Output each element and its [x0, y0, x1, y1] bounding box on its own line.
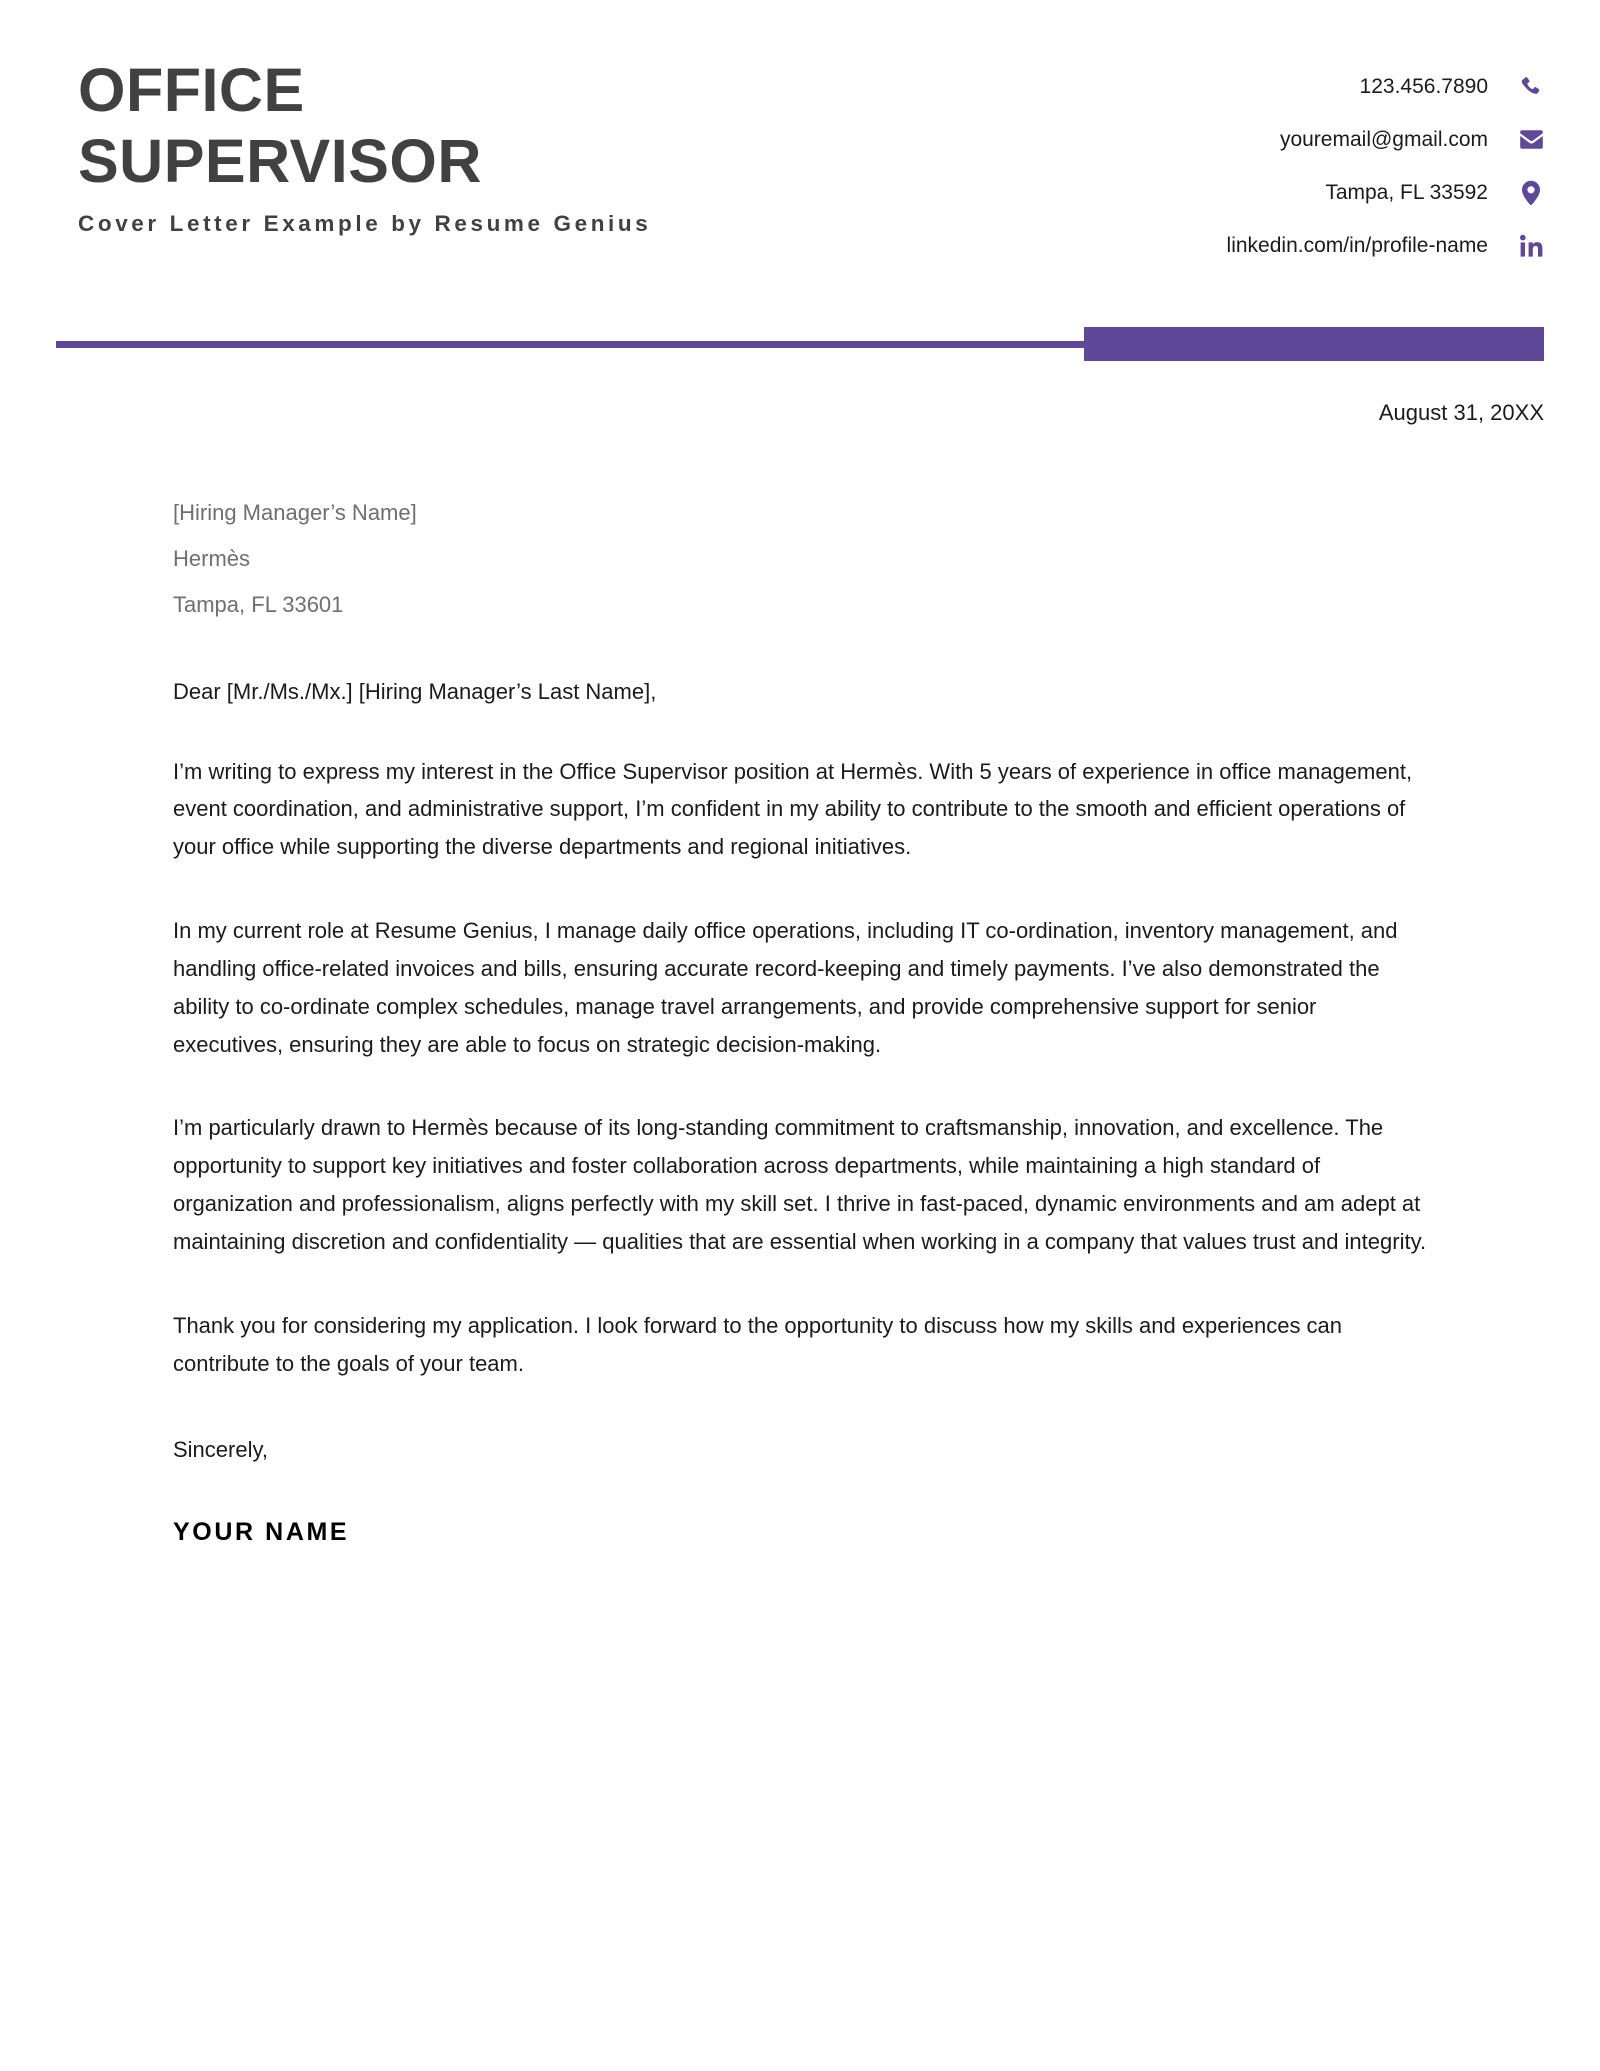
- phone-icon: [1518, 75, 1544, 99]
- contact-email-value: youremail@gmail.com: [1279, 128, 1488, 151]
- page-title-line-1: OFFICE: [78, 56, 305, 124]
- letter-salutation: Dear [Mr./Ms./Mx.] [Hiring Manager’s Last Name],: [173, 679, 657, 704]
- letter-paragraph: Thank you for considering my application. I look forward to the opportunity to discuss how my skills and experiences can contribute to the goals of your team.: [173, 1312, 1343, 1376]
- recipient-line: Tampa, FL 33601: [173, 592, 344, 617]
- contact-phone-value: 123.456.7890: [1359, 75, 1488, 98]
- recipient-line: [Hiring Manager’s Name]: [173, 500, 417, 525]
- header-accent-block: [1084, 327, 1544, 361]
- header-divider-line: [56, 341, 1104, 348]
- letter-date: August 31, 20XX: [1378, 400, 1544, 425]
- letter-paragraph: I’m particularly drawn to Hermès because of its long-standing commitment to craftsmanship, innovation, and excellence. The opportunity to support key initiatives and foster collaboration across departments, while maintaining a high standard of organization and professionalism, aligns perfectly with my skill set. I thrive in fast-paced, dynamic environments and am adept at maintaining discretion and confidentiality — qualities that are essential when working in a company that values trust and integrity.: [173, 1115, 1427, 1254]
- page-title-line-2: SUPERVISOR: [78, 126, 482, 195]
- letter-body: [173, 490, 1428, 1547]
- letter-paragraph: I’m writing to express my interest in the Office Supervisor position at Hermès. With 5 years of experience in office management, event coordination, and administrative support, I’m confident in my ability to contribute to the smooth and efficient operations of your office while supporting the diverse departments and regional initiatives.: [173, 758, 1413, 860]
- letter-signoff: Sincerely,: [173, 1437, 268, 1463]
- letter-paragraph: In my current role at Resume Genius, I manage daily office operations, including IT co-ordination, inventory management, and handling office-related invoices and bills, ensuring accurate record-keeping and timely payments. I’ve also demonstrated the ability to co-ordinate complex schedules, manage travel arrangements, and provide comprehensive support for senior executives, ensuring they are able to focus on strategic decision-making.: [173, 918, 1398, 1057]
- linkedin-icon: [1518, 234, 1544, 258]
- recipient-line: Hermès: [173, 546, 251, 571]
- contact-info-block: [1024, 60, 1544, 272]
- page-subtitle: Cover Letter Example by Resume Genius: [78, 210, 652, 236]
- letter-signature-name: YOUR NAME: [173, 1517, 350, 1546]
- contact-row-location: [1024, 166, 1544, 219]
- contact-linkedin-value: linkedin.com/in/profile-name: [1226, 234, 1488, 257]
- envelope-icon: [1518, 129, 1544, 151]
- recipient-address-block: [173, 490, 1428, 628]
- location-pin-icon: [1518, 180, 1544, 206]
- contact-row-email: [1024, 113, 1544, 166]
- contact-row-phone: [1024, 60, 1544, 113]
- contact-row-linkedin: [1024, 219, 1544, 272]
- letter-header: [0, 0, 1600, 300]
- header-title-block: [78, 55, 978, 237]
- contact-location-value: Tampa, FL 33592: [1325, 181, 1488, 204]
